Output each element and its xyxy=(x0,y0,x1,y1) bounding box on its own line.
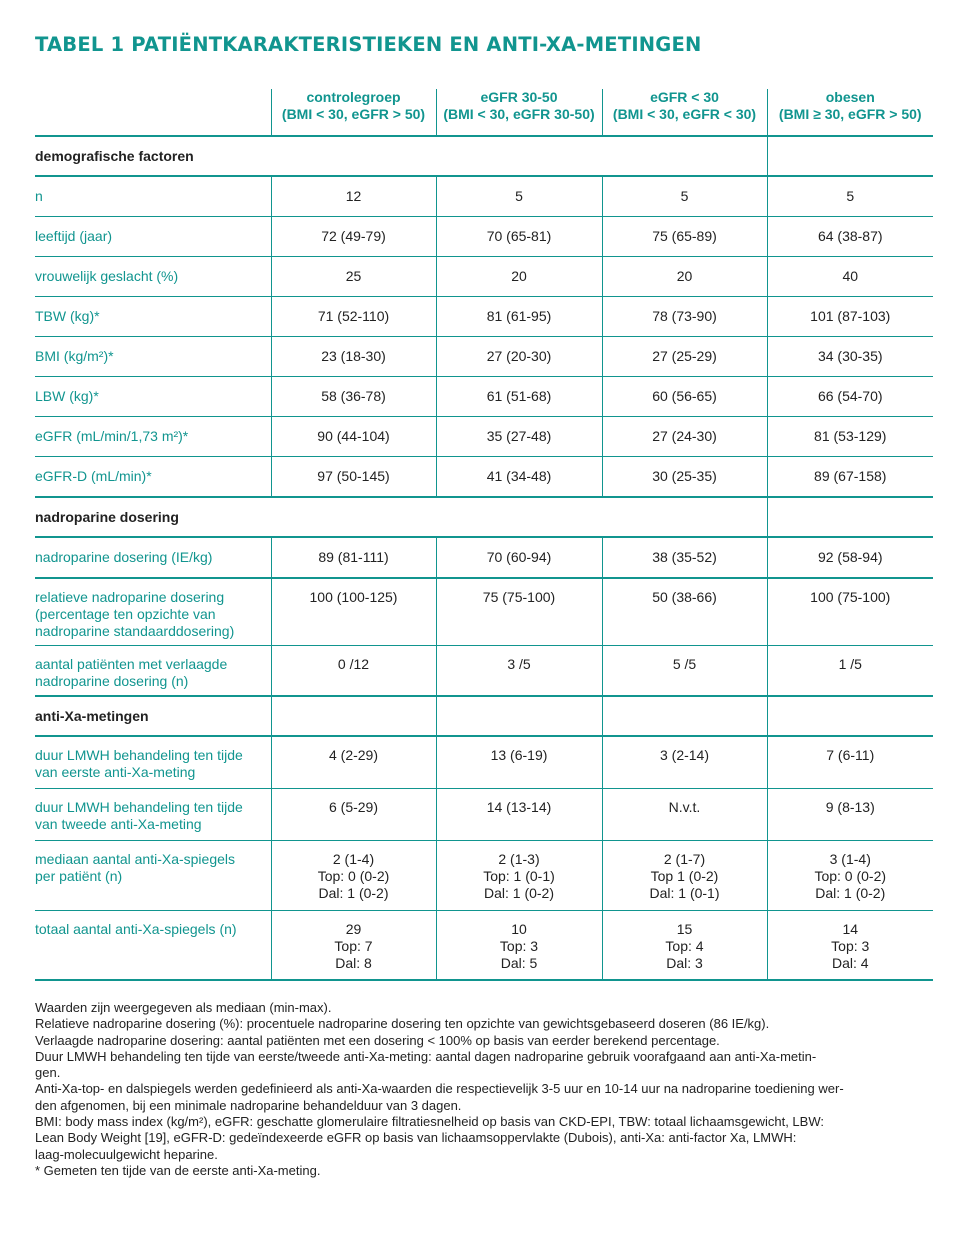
value-cell: 3 /5 xyxy=(436,645,602,696)
value-cell: 14 Top: 3 Dal: 4 xyxy=(767,910,933,980)
row-label: eGFR-D (mL/min)* xyxy=(35,457,271,498)
table-row xyxy=(35,176,933,217)
value-cell: 101 (87-103) xyxy=(767,297,933,337)
value-cell: 20 xyxy=(602,257,767,297)
value-cell: 75 (75-100) xyxy=(436,578,602,645)
footnote: BMI: body mass index (kg/m²), eGFR: geschatte glomerulaire filtratiesnelheid op basis van CKD-EPI, TBW: totaal lichaamsgewicht, LBW: Lean Body Weight [19], eGFR-D: gedeïndexeerde eGFR op basis van lichaamsoppervlakte (Dubois), anti-Xa: anti-factor Xa, LMWH: laag-molecuulgewicht heparine. xyxy=(35,1114,824,1162)
row-label: aantal patiënten met verlaagde nadroparine dosering (n) xyxy=(35,645,271,696)
value-cell: 70 (65-81) xyxy=(436,217,602,257)
value-cell: 5 xyxy=(436,176,602,217)
value-cell: 23 (18-30) xyxy=(271,337,436,377)
section-title: demografische factoren xyxy=(35,136,767,176)
section-row-demografie xyxy=(35,136,933,176)
footnote: * Gemeten ten tijde van de eerste anti-Xa-meting. xyxy=(35,1162,321,1178)
value-cell: 27 (24-30) xyxy=(602,417,767,457)
table-row xyxy=(35,840,933,910)
section-title: nadroparine dosering xyxy=(35,497,767,537)
value-cell: 1 /5 xyxy=(767,645,933,696)
row-label: totaal aantal anti-Xa-spiegels (n) xyxy=(35,910,271,980)
empty-cell xyxy=(436,696,602,736)
row-label: eGFR (mL/min/1,73 m²)* xyxy=(35,417,271,457)
column-header-obesen: obesen (BMI ≥ 30, eGFR > 50) xyxy=(767,89,933,136)
footnote: Anti-Xa-top- en dalspiegels werden gedefinieerd als anti-Xa-waarden die respectievelijk 3-5 uur en 10-14 uur na nadroparine toediening wer- den afgenomen, bij een minimale nadroparine behandelduur van 3 dagen. xyxy=(35,1081,844,1113)
table-row xyxy=(35,788,933,840)
table-row xyxy=(35,537,933,578)
header-empty-cell xyxy=(35,89,271,136)
table-row xyxy=(35,297,933,337)
table-row xyxy=(35,417,933,457)
value-cell: 9 (8-13) xyxy=(767,788,933,840)
row-label: BMI (kg/m²)* xyxy=(35,337,271,377)
value-cell: 0 /12 xyxy=(271,645,436,696)
value-cell: 5 xyxy=(767,176,933,217)
value-cell: 71 (52-110) xyxy=(271,297,436,337)
value-cell: 30 (25-35) xyxy=(602,457,767,498)
footnote: Relatieve nadroparine dosering (%): procentuele nadroparine dosering ten opzichte van gewichtsgebaseerd doseren (86 IE/kg). xyxy=(35,1016,770,1032)
table-title: TABEL 1 PATIËNTKARAKTERISTIEKEN EN ANTI-XA-METINGEN xyxy=(35,33,702,56)
value-cell: 27 (25-29) xyxy=(602,337,767,377)
patient-characteristics-table xyxy=(35,89,933,981)
value-cell: 10 Top: 3 Dal: 5 xyxy=(436,910,602,980)
value-cell: 13 (6-19) xyxy=(436,736,602,788)
value-cell: 50 (38-66) xyxy=(602,578,767,645)
row-label: nadroparine dosering (IE/kg) xyxy=(35,537,271,578)
value-cell: 61 (51-68) xyxy=(436,377,602,417)
empty-cell xyxy=(767,696,933,736)
value-cell: 75 (65-89) xyxy=(602,217,767,257)
column-header-egfr-lt-30: eGFR < 30 (BMI < 30, eGFR < 30) xyxy=(602,89,767,136)
section-row-dosering xyxy=(35,497,933,537)
table-row xyxy=(35,645,933,696)
value-cell: 97 (50-145) xyxy=(271,457,436,498)
row-label: TBW (kg)* xyxy=(35,297,271,337)
value-cell: 2 (1-3) Top: 1 (0-1) Dal: 1 (0-2) xyxy=(436,840,602,910)
footnote: Verlaagde nadroparine dosering: aantal patiënten met een dosering < 100% op basis van eerder berekend percentage. xyxy=(35,1032,720,1048)
footnote: Waarden zijn weergegeven als mediaan (min-max). xyxy=(35,1000,332,1015)
value-cell: 89 (81-111) xyxy=(271,537,436,578)
value-cell: 90 (44-104) xyxy=(271,417,436,457)
value-cell: 41 (34-48) xyxy=(436,457,602,498)
value-cell: 92 (58-94) xyxy=(767,537,933,578)
value-cell: 7 (6-11) xyxy=(767,736,933,788)
value-cell: 3 (1-4) Top: 0 (0-2) Dal: 1 (0-2) xyxy=(767,840,933,910)
value-cell: 100 (75-100) xyxy=(767,578,933,645)
row-label: LBW (kg)* xyxy=(35,377,271,417)
table-row xyxy=(35,457,933,498)
table-row xyxy=(35,578,933,645)
value-cell: 15 Top: 4 Dal: 3 xyxy=(602,910,767,980)
row-label: relatieve nadroparine dosering (percentage ten opzichte van nadroparine standaarddosering) xyxy=(35,578,271,645)
row-label: duur LMWH behandeling ten tijde van eerste anti-Xa-meting xyxy=(35,736,271,788)
table-row xyxy=(35,337,933,377)
row-label: leeftijd (jaar) xyxy=(35,217,271,257)
footnote: Duur LMWH behandeling ten tijde van eerste/tweede anti-Xa-meting: aantal dagen nadroparine gebruik voorafgaand aan anti-Xa-metin- gen. xyxy=(35,1048,817,1081)
value-cell: 25 xyxy=(271,257,436,297)
empty-cell xyxy=(271,696,436,736)
table-row xyxy=(35,736,933,788)
section-row-antixa xyxy=(35,696,933,736)
table-row xyxy=(35,217,933,257)
value-cell: 5 /5 xyxy=(602,645,767,696)
empty-cell xyxy=(767,497,933,537)
value-cell: 34 (30-35) xyxy=(767,337,933,377)
value-cell: 35 (27-48) xyxy=(436,417,602,457)
column-header-egfr-30-50: eGFR 30-50 (BMI < 30, eGFR 30-50) xyxy=(436,89,602,136)
row-label: mediaan aantal anti-Xa-spiegels per patiënt (n) xyxy=(35,840,271,910)
value-cell: 14 (13-14) xyxy=(436,788,602,840)
column-header-row xyxy=(35,89,933,136)
value-cell: 100 (100-125) xyxy=(271,578,436,645)
value-cell: 78 (73-90) xyxy=(602,297,767,337)
value-cell: 64 (38-87) xyxy=(767,217,933,257)
value-cell: 29 Top: 7 Dal: 8 xyxy=(271,910,436,980)
value-cell: 40 xyxy=(767,257,933,297)
empty-cell xyxy=(767,136,933,176)
value-cell: 27 (20-30) xyxy=(436,337,602,377)
value-cell: 2 (1-4) Top: 0 (0-2) Dal: 1 (0-2) xyxy=(271,840,436,910)
value-cell: 12 xyxy=(271,176,436,217)
value-cell: 60 (56-65) xyxy=(602,377,767,417)
value-cell: 70 (60-94) xyxy=(436,537,602,578)
value-cell: 81 (61-95) xyxy=(436,297,602,337)
value-cell: 5 xyxy=(602,176,767,217)
value-cell: 4 (2-29) xyxy=(271,736,436,788)
value-cell: 81 (53-129) xyxy=(767,417,933,457)
table-row xyxy=(35,910,933,980)
row-label: vrouwelijk geslacht (%) xyxy=(35,257,271,297)
value-cell: 66 (54-70) xyxy=(767,377,933,417)
value-cell: 3 (2-14) xyxy=(602,736,767,788)
table-row xyxy=(35,377,933,417)
value-cell: 58 (36-78) xyxy=(271,377,436,417)
empty-cell xyxy=(602,696,767,736)
value-cell: 38 (35-52) xyxy=(602,537,767,578)
value-cell: 89 (67-158) xyxy=(767,457,933,498)
value-cell: 2 (1-7) Top 1 (0-2) Dal: 1 (0-1) xyxy=(602,840,767,910)
column-header-controlegroep: controlegroep (BMI < 30, eGFR > 50) xyxy=(271,89,436,136)
row-label: duur LMWH behandeling ten tijde van tweede anti-Xa-meting xyxy=(35,788,271,840)
value-cell: 6 (5-29) xyxy=(271,788,436,840)
value-cell: 72 (49-79) xyxy=(271,217,436,257)
row-label: n xyxy=(35,176,271,217)
value-cell: 20 xyxy=(436,257,602,297)
section-title: anti-Xa-metingen xyxy=(35,696,271,736)
table-footnotes xyxy=(35,1000,925,1179)
table-row xyxy=(35,257,933,297)
value-cell: N.v.t. xyxy=(602,788,767,840)
